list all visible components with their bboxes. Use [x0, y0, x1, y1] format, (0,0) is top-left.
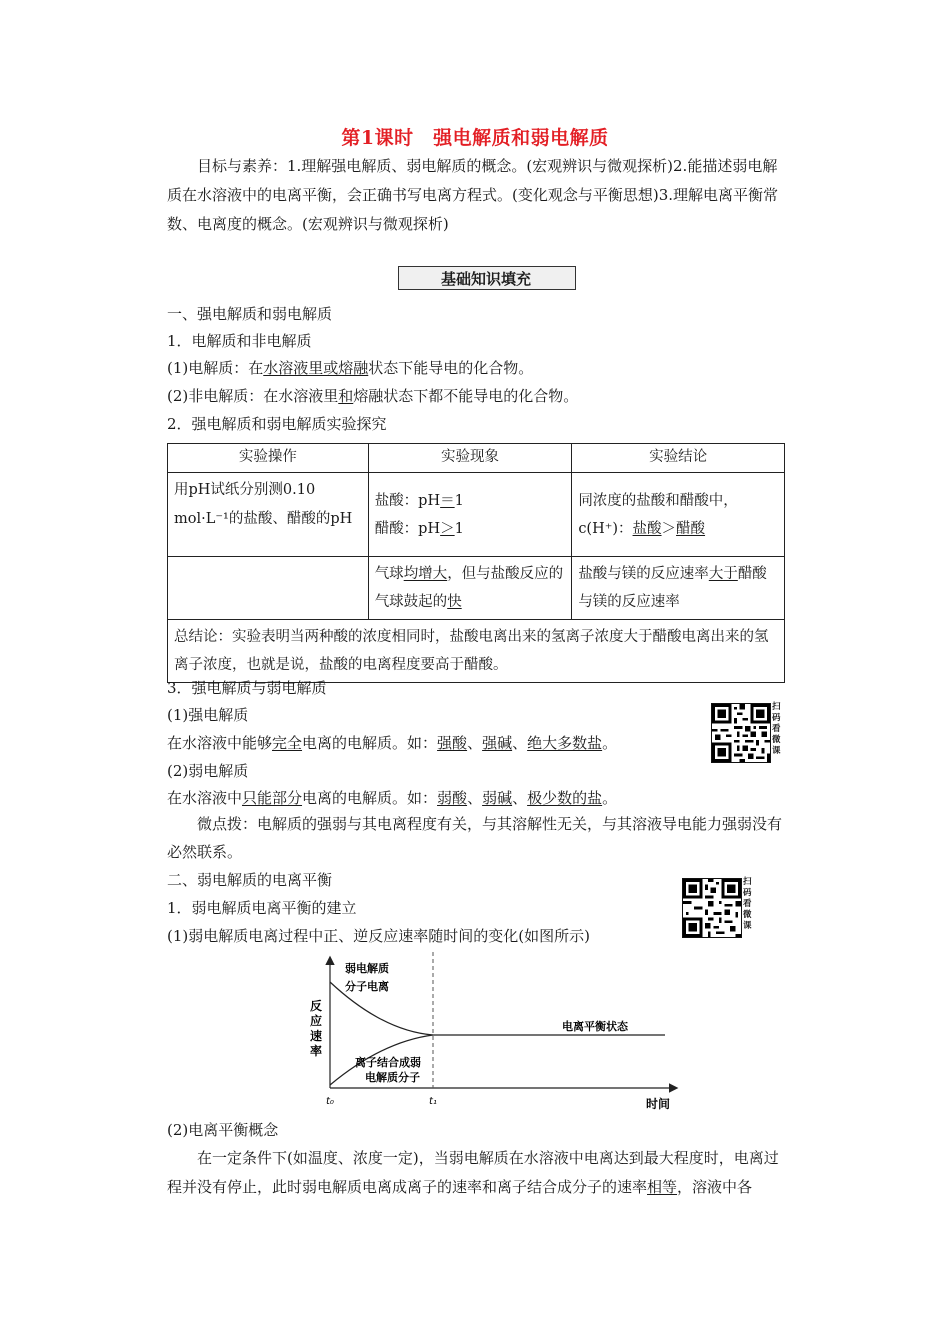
- subsection-2-heading: 2．强电解质和弱电解质实验探究: [167, 415, 387, 433]
- forward-annotation-line1: 弱电解质: [345, 962, 389, 975]
- section-1-heading: 一、强电解质和弱电解质: [167, 305, 333, 323]
- weak-electrolyte-heading: (2)弱电解质: [167, 762, 249, 780]
- qr-code-1[interactable]: [711, 703, 771, 767]
- subsection-1-heading: 1．电解质和非电解质: [167, 332, 312, 350]
- reaction-rate-chart: [300, 950, 690, 1118]
- table-row: [168, 620, 785, 683]
- strong-electrolyte-definition: 在水溶液中能够完全电离的电解质。如：强酸、强碱、绝大多数盐。: [167, 734, 618, 752]
- learning-goals: 目标与素养：1.理解强电解质、弱电解质的概念。(宏观辨识与微观探析)2.能描述弱电解质在水溶液中的电离平衡，会正确书写电离方程式。(变化观念与平衡思想)3.理解电离平衡常数、电离度的概念。(宏观辨识与微观探析): [167, 157, 779, 233]
- banner-label: 基础知识填充: [440, 270, 531, 288]
- y-axis-label-4: 率: [310, 1044, 323, 1058]
- non-electrolyte-definition: (2)非电解质：在水溶液里和熔融状态下都不能导电的化合物。: [167, 387, 579, 405]
- blank-answer: 和: [338, 387, 354, 405]
- qr-caption-1: 扫码看微课: [772, 702, 781, 756]
- table-cell: [168, 557, 369, 620]
- qr-code-2[interactable]: [682, 878, 742, 942]
- qr-code-icon: [711, 703, 771, 763]
- qr-caption-2: 扫码看微课: [743, 877, 752, 931]
- table-cell: 同浓度的盐酸和醋酸中，c(H⁺)：盐酸＞醋酸: [572, 473, 785, 557]
- tip-note: 微点拨：电解质的强弱与其电离程度有关，与其溶解性无关，与其溶液导电能力强弱没有必然联系。: [167, 815, 783, 861]
- strong-electrolyte-heading: (1)强电解质: [167, 706, 249, 724]
- qr-code-icon: [682, 878, 742, 938]
- table-header: 实验操作: [168, 444, 369, 473]
- table-cell: 气球均增大，但与盐酸反应的气球鼓起的快: [368, 557, 572, 620]
- blank-answer: 相等: [647, 1178, 678, 1196]
- table-cell: 用pH试纸分别测0.10 mol·L⁻¹的盐酸、醋酸的pH: [168, 473, 369, 557]
- x-tick-t0: t₀: [326, 1096, 334, 1107]
- y-axis-label-1: 反: [310, 999, 323, 1013]
- forward-annotation-line2: 分子电离: [345, 980, 389, 993]
- equilibrium-concept-paragraph: 在一定条件下(如温度、浓度一定)，当弱电解质在水溶液中电离达到最大程度时，电离过程并没有停止，此时弱电解质电离成离子的速率和离子结合成分子的速率相等，溶液中各: [167, 1149, 779, 1196]
- table-header-row: [168, 444, 785, 473]
- y-axis-label-2: 应: [310, 1014, 323, 1028]
- electrolyte-definition: (1)电解质：在水溶液里或熔融状态下能导电的化合物。: [167, 359, 534, 377]
- table-cell: 盐酸：pH＝1 醋酸：pH＞1: [368, 473, 572, 557]
- equilibrium-annotation: 电离平衡状态: [562, 1020, 628, 1033]
- x-axis-label: 时间: [646, 1097, 671, 1111]
- x-tick-t1: t₁: [429, 1096, 437, 1107]
- table-row: [168, 473, 785, 557]
- reverse-annotation-line1: 离子结合成弱: [355, 1056, 421, 1069]
- subsection-3-heading: 3．强电解质与弱电解质: [167, 679, 327, 697]
- table-header: 实验结论: [572, 444, 785, 473]
- weak-electrolyte-definition: 在水溶液中只能部分电离的电解质。如：弱酸、弱碱、极少数的盐。: [167, 789, 618, 807]
- table-cell: 盐酸与镁的反应速率大于醋酸与镁的反应速率: [572, 557, 785, 620]
- equilibrium-concept-heading: (2)电离平衡概念: [167, 1121, 279, 1139]
- page-title: 第1课时 强电解质和弱电解质: [341, 127, 609, 149]
- table-row: [168, 557, 785, 620]
- subsection-ionization-heading: 1．弱电解质电离平衡的建立: [167, 899, 357, 917]
- table-header: 实验现象: [368, 444, 572, 473]
- experiment-table: [167, 443, 785, 683]
- blank-answer: 水溶液里或熔融: [263, 359, 369, 377]
- table-summary: 总结论：实验表明当两种酸的浓度相同时，盐酸电离出来的氢离子浓度大于醋酸电离出来的氢离子浓度，也就是说，盐酸的电离程度要高于醋酸。: [168, 620, 785, 683]
- figure-caption: (1)弱电解质电离过程中正、逆反应速率随时间的变化(如图所示): [167, 927, 590, 945]
- section-2-heading: 二、弱电解质的电离平衡: [167, 871, 333, 889]
- section-banner: [398, 266, 574, 290]
- y-axis-label-3: 速: [310, 1029, 323, 1043]
- reverse-annotation-line2: 电解质分子: [365, 1071, 420, 1084]
